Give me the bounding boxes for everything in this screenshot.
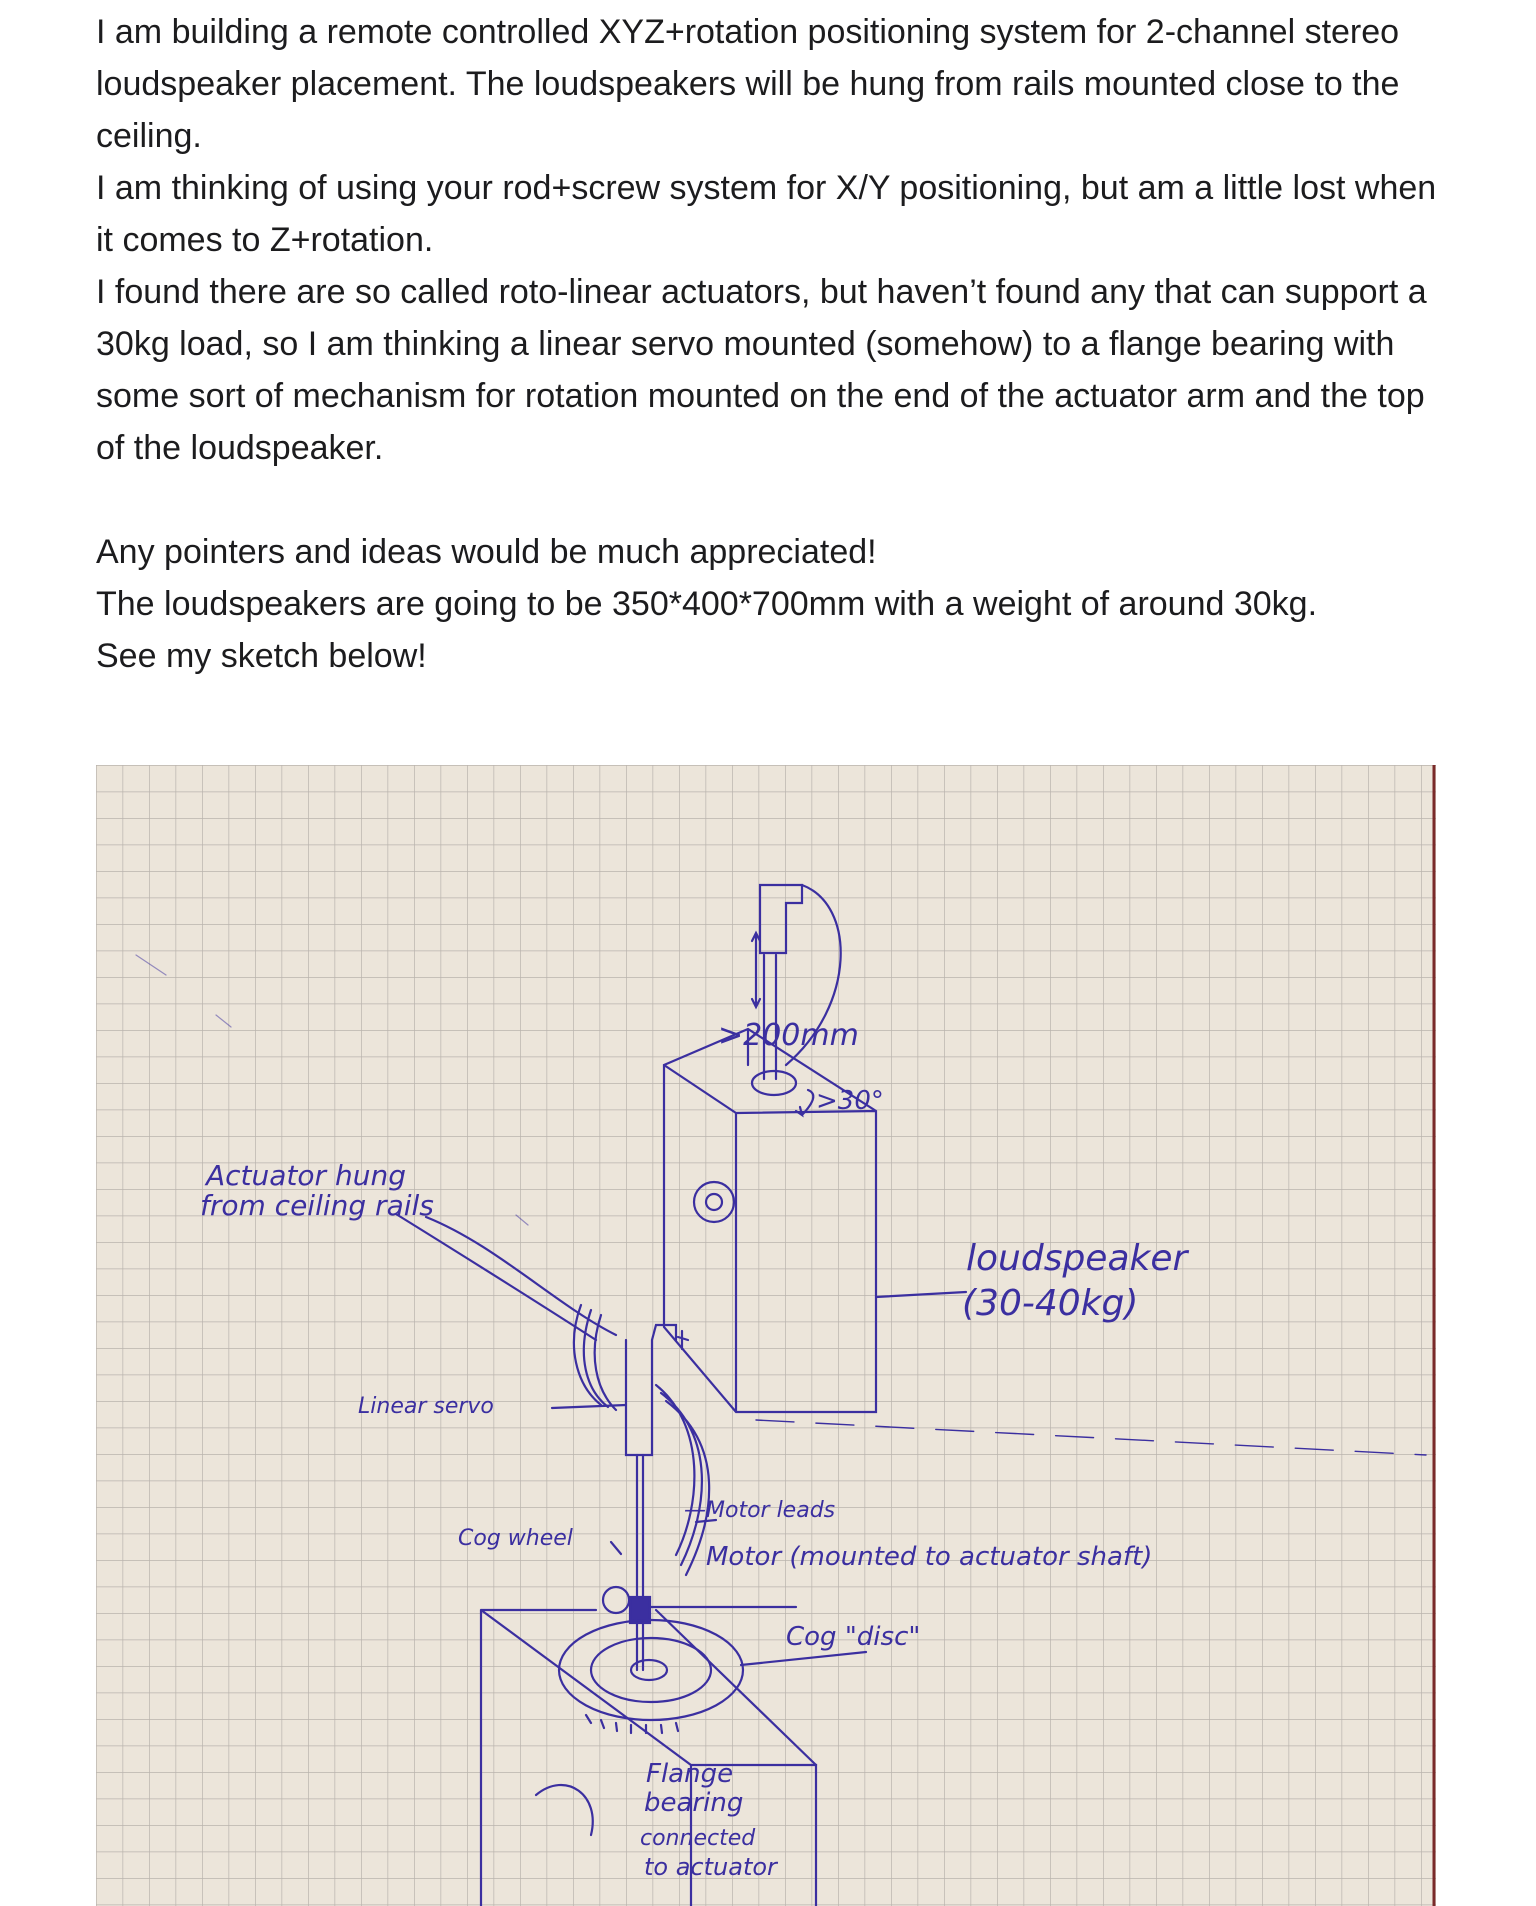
label-travel: >200mm bbox=[718, 1018, 859, 1053]
post-body bbox=[96, 6, 1456, 682]
post-paragraph: I am building a remote controlled XYZ+rotation positioning system for 2-channel stereo loudspeaker placement. The loudspeakers will be hung from rails mounted close to the ceiling. bbox=[96, 13, 1400, 155]
label-loudspeaker-2: (30-40kg) bbox=[962, 1283, 1139, 1324]
label-loudspeaker-1: loudspeaker bbox=[966, 1238, 1188, 1279]
post-paragraph: The loudspeakers are going to be 350*400*700mm with a weight of around 30kg. bbox=[96, 585, 1318, 623]
label-cog-disc: Cog "disc" bbox=[786, 1622, 921, 1652]
label-flange-4: to actuator bbox=[644, 1853, 777, 1881]
label-linear-servo: Linear servo bbox=[358, 1394, 494, 1419]
label-flange-2: bearing bbox=[644, 1788, 744, 1818]
paragraph-spacer bbox=[96, 474, 1456, 526]
label-flange-3: connected bbox=[640, 1826, 756, 1851]
label-actuator-hung-1: Actuator hung bbox=[206, 1159, 406, 1192]
label-angle: >30° bbox=[816, 1086, 884, 1116]
label-motor: Motor (mounted to actuator shaft) bbox=[706, 1542, 1153, 1572]
post-paragraph: Any pointers and ideas would be much appreciated! bbox=[96, 533, 877, 571]
graph-paper-grid bbox=[96, 765, 1436, 1906]
label-cog-wheel: Cog wheel bbox=[458, 1526, 573, 1551]
label-actuator-hung-2: from ceiling rails bbox=[200, 1189, 434, 1222]
post-paragraph: See my sketch below! bbox=[96, 637, 427, 675]
sketch-image bbox=[96, 765, 1436, 1906]
post-paragraph: I found there are so called roto-linear actuators, but haven’t found any that can support a 30kg load, so I am thinking a linear servo mounted (somehow) to a flange bearing with some sort of mechanism for rotation mounted on the end of the actuator arm and the top of the loudspeaker. bbox=[96, 273, 1427, 467]
post-paragraph: I am thinking of using your rod+screw system for X/Y positioning, but am a little lost when it comes to Z+rotation. bbox=[96, 169, 1437, 259]
label-motor-leads: —Motor leads bbox=[684, 1498, 836, 1523]
label-flange-1: Flange bbox=[646, 1759, 734, 1789]
